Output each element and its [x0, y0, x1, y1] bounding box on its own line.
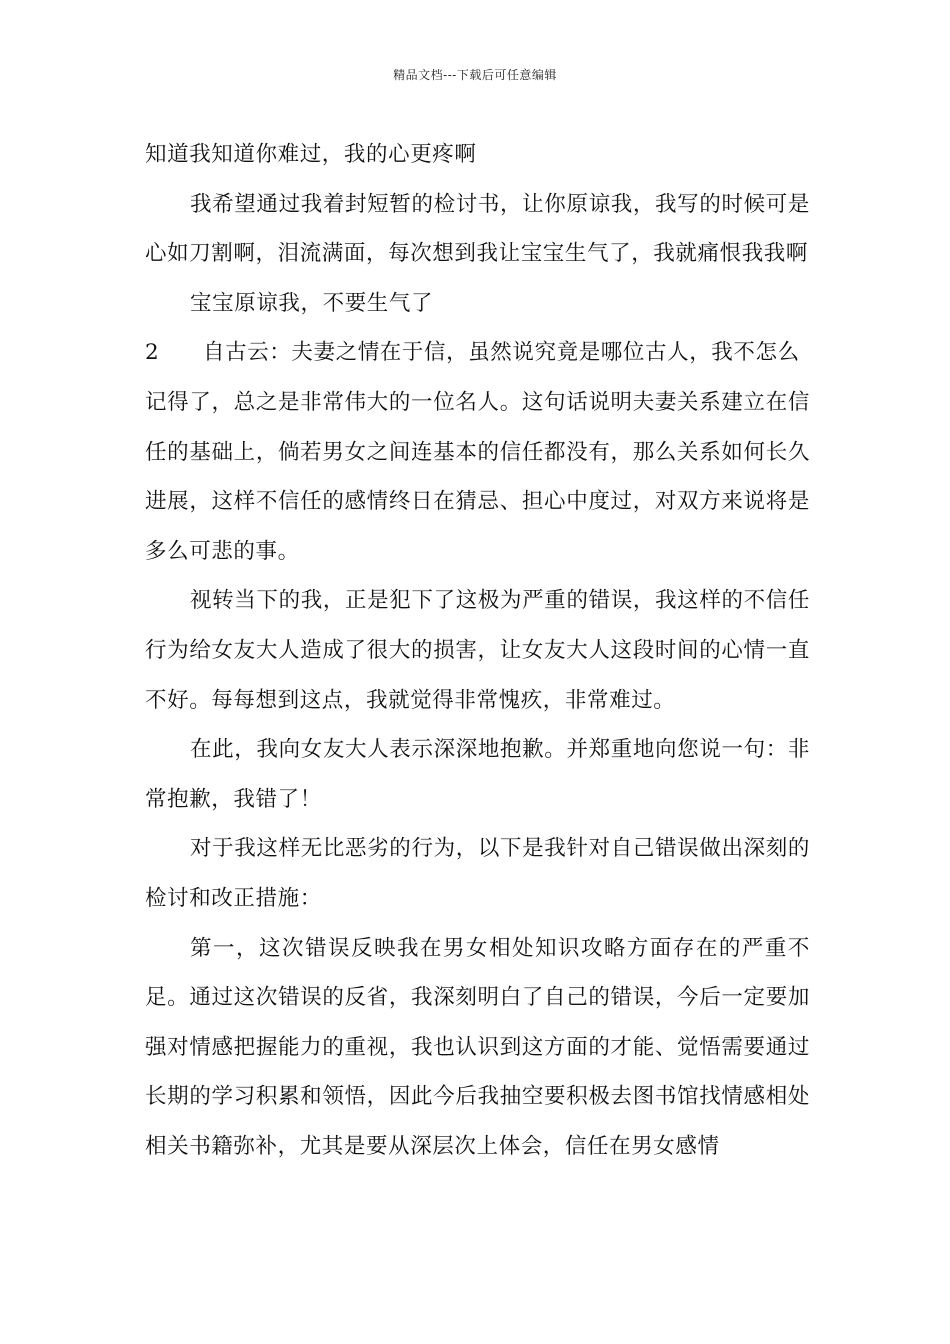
document-body [145, 130, 810, 1171]
paragraph-7: 对于我这样无比恶劣的行为，以下是我针对自己错误做出深刻的检讨和改正措施： [145, 836, 810, 911]
paragraph-8: 第一，这次错误反映我在男女相处知识攻略方面存在的严重不足。通过这次错误的反省，我深刻明白了自己的错误，今后一定要加强对情感把握能力的重视，我也认识到这方面的才能、觉悟需要通过长期的学习积累和领悟，因此今后我抽空要积极去图书馆找情感相处相关书籍弥补，尤其是要从深层次上体会，信任在男女感情 [145, 935, 810, 1159]
paragraph-4-first-line: 自古云：夫妻之情在于信，虽然说究竟是哪位古人，我不怎么 [203, 340, 800, 366]
paragraph-4-continued: 记得了，总之是非常伟大的一位名人。这句话说明夫妻关系建立在信任的基础上，倘若男女之间连基本的信任都没有，那么关系如何长久进展，这样不信任的感情终日在猜忌、担心中度过，对双方来说将是多么可悲的事。 [145, 389, 810, 564]
numbered-paragraph-2 [145, 328, 810, 378]
paragraph-1: 知道我知道你难过，我的心更疼啊 [145, 142, 477, 167]
paragraph-2: 我希望通过我着封短暂的检讨书，让你原谅我，我写的时候可是心如刀割啊，泪流满面，每次想到我让宝宝生气了，我就痛恨我我啊 [145, 191, 810, 267]
paragraph-3: 宝宝原谅我，不要生气了 [190, 290, 434, 316]
page-header: 精品文档---下载后可任意编辑 [393, 68, 557, 82]
paragraph-number: 2 [145, 340, 160, 366]
paragraph-5: 视转当下的我，正是犯下了这极为严重的错误，我这样的不信任行为给女友大人造成了很大的损害，让女友大人这段时间的心情一直不好。每每想到这点，我就觉得非常愧疚，非常难过。 [145, 588, 810, 713]
paragraph-6: 在此，我向女友大人表示深深地抱歉。并郑重地向您说一句：非常抱歉，我错了！ [145, 737, 810, 812]
